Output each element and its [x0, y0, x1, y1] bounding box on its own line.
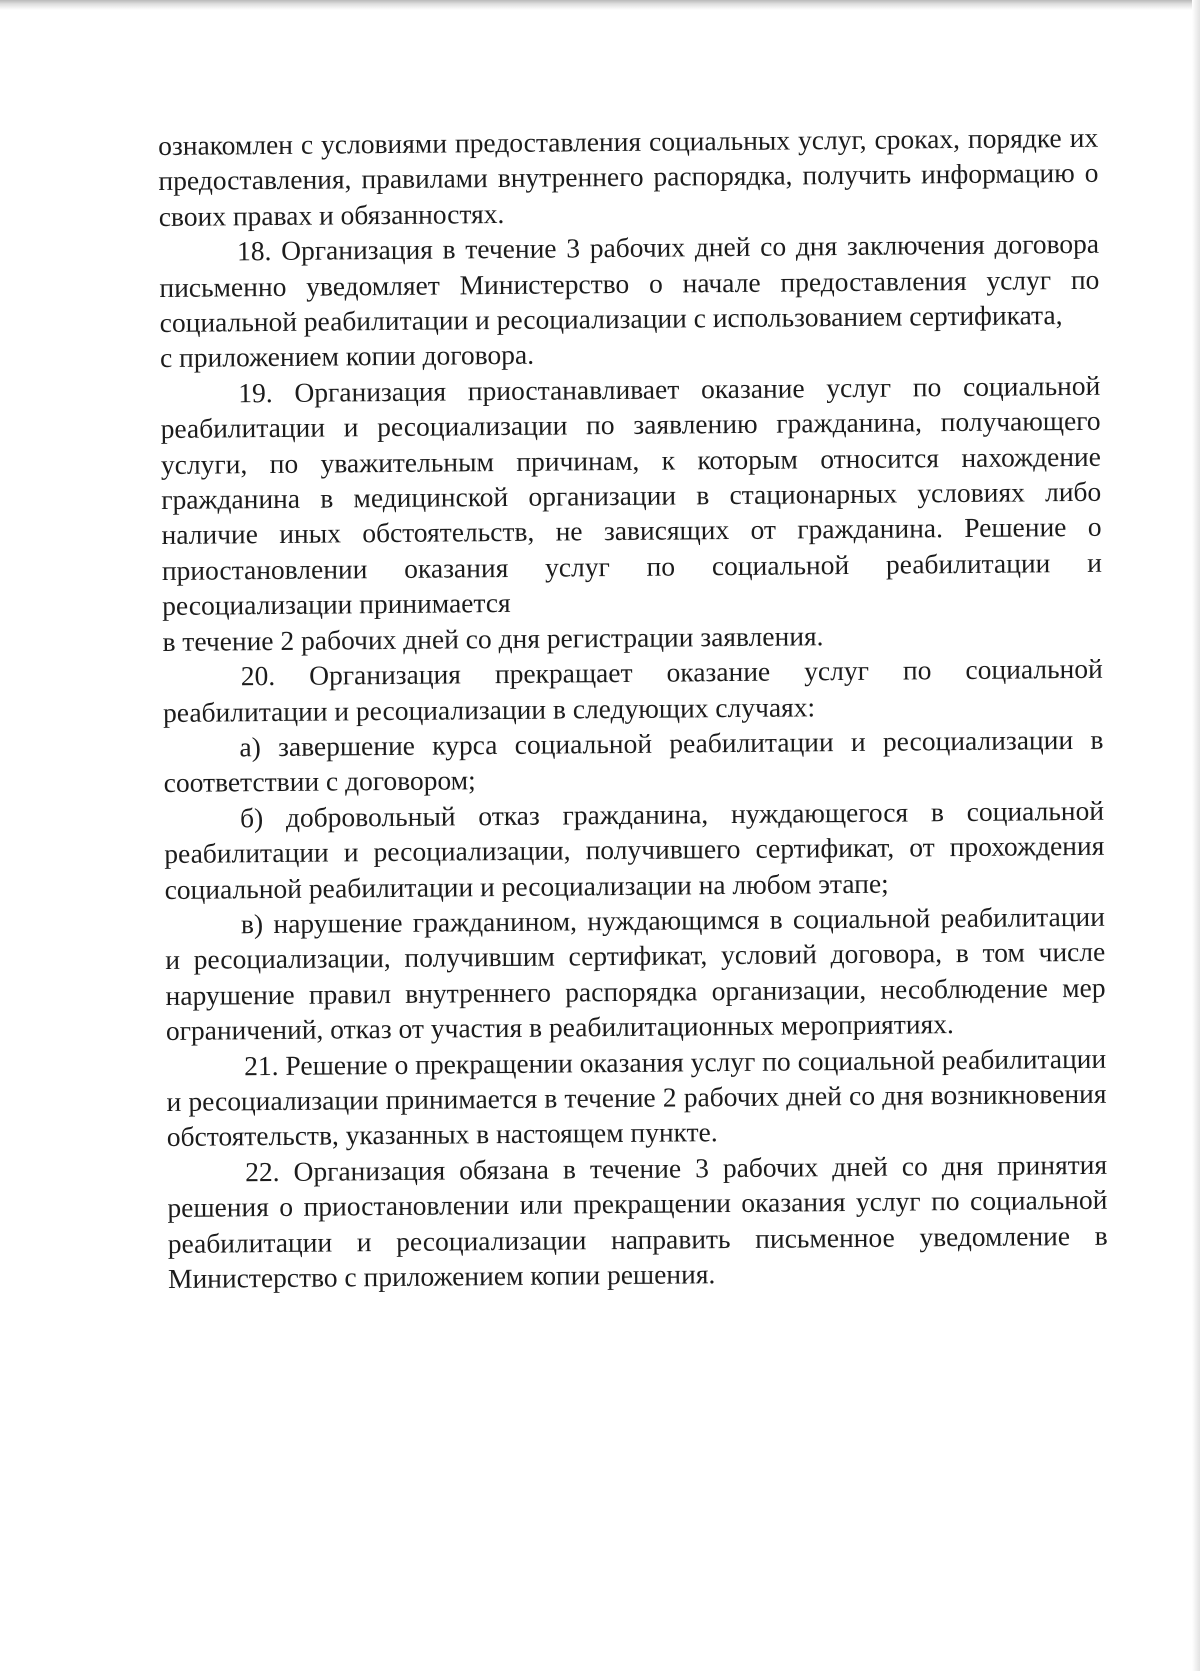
- paragraph-19-tail: в течение 2 рабочих дней со дня регистрации заявления.: [162, 619, 824, 657]
- paragraph-20-item-b: б) добровольный отказ гражданина, нуждающегося в социальной реабилитации и ресоциализации, получившего сертификат, от прохождения социальной реабилитации и ресоциализации на любом этапе;: [164, 794, 1105, 905]
- paragraph-18-tail: с приложением копии договора.: [159, 339, 535, 374]
- scan-top-edge: [0, 0, 1200, 10]
- paragraph-20-item-a: а) завершение курса социальной реабилитации и ресоциализации в соответствии с договором;: [163, 723, 1104, 799]
- paragraph-20: 20. Организация прекращает оказание услуг по социальной реабилитации и ресоциализации в следующих случаях:: [162, 652, 1103, 728]
- paragraph-22: 22. Организация обязана в течение 3 рабочих дней со дня принятия решения о приостановлении или прекращении оказания услуг по социальной реабилитации и ресоциализации направить письменное уведомление в Министерство с приложением копии решения.: [167, 1148, 1108, 1294]
- paragraph-19-main: 19. Организация приостанавливает оказание услуг по социальной реабилитации и ресоциализации по заявлению гражданина, получающего услуги, по уважительным причинам, к которым относится нахождение гражданина в медицинской организации в стационарных условиях либо наличие иных обстоятельств, не зависящих от гражданина. Решение о приостановлении оказания услуг по социальной реабилитации и ресоциализации принимается: [160, 369, 1102, 622]
- scan-right-edge: [1192, 0, 1200, 1671]
- paragraph-20-item-v: в) нарушение гражданином, нуждающимся в социальной реабилитации и ресоциализации, получившим сертификат, условий договора, в том числе нарушение правил внутреннего распорядка организации, несоблюдение мер ограничений, отказ от участия в реабилитационных мероприятиях.: [165, 900, 1106, 1047]
- paragraph-21: 21. Решение о прекращении оказания услуг по социальной реабилитации и ресоциализации принимается в течение 2 рабочих дней со дня возникновения обстоятельств, указанных в настоящем пункте.: [166, 1042, 1107, 1153]
- paragraph-18: [159, 226, 1100, 340]
- paragraph-continuation: ознакомлен с условиями предоставления социальных услуг, сроках, порядке их предоставления, правилами внутреннего распорядка, получить информацию о своих правах и обязанностях.: [158, 121, 1099, 232]
- paragraph-19: [160, 368, 1102, 624]
- paragraph-18-main: 18. Организация в течение 3 рабочих дней со дня заключения договора письменно уведомляет Министерство о начале предоставления услуг по социальной реабилитации и ресоциализации с использованием сертификата,: [159, 228, 1100, 339]
- document-page: [158, 120, 1108, 1297]
